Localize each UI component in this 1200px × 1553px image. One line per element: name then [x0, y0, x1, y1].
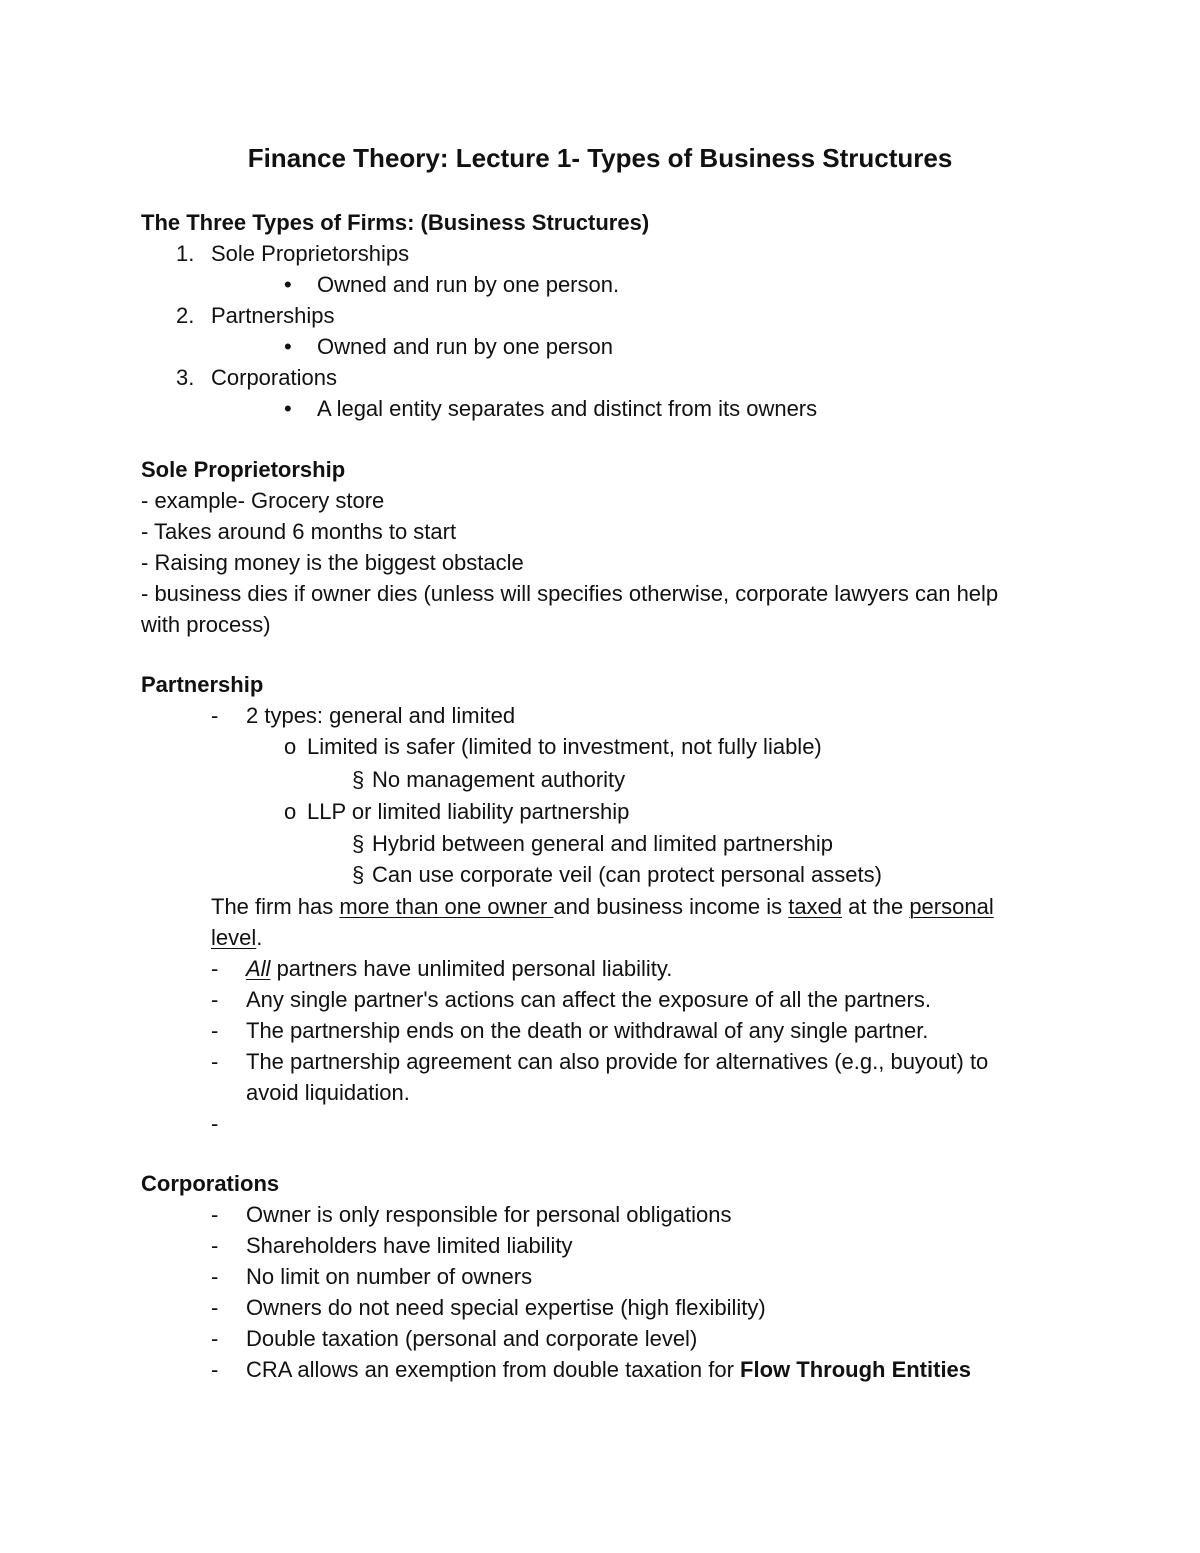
partnership-heading: Partnership [141, 672, 264, 697]
dash-marker: - [211, 1357, 219, 1382]
text-run: and business income is [553, 894, 789, 919]
partnership-bullet: Any single partner's actions can affect the exposure of all the partners. [246, 987, 931, 1012]
partnership-firm-line-cont [211, 922, 262, 953]
list-number: 3. [176, 365, 195, 390]
text-run: partners have unlimited personal liability. [270, 956, 673, 981]
section-marker: § [352, 767, 365, 792]
page-title: Finance Theory: Lecture 1- Types of Business Structures [247, 143, 953, 173]
sole-heading: Sole Proprietorship [141, 457, 346, 482]
list-item: Corporations [211, 365, 337, 390]
text-run: . [256, 925, 263, 950]
partnership-limited: Limited is safer (limited to investment, not fully liable) [307, 734, 822, 759]
dash-marker: - [211, 1049, 219, 1074]
list-number: 2. [176, 303, 195, 328]
list-item-detail: Owned and run by one person. [317, 272, 620, 297]
bullet-marker: • [284, 396, 292, 421]
dash-marker: - [211, 1111, 219, 1136]
list-item-detail: Owned and run by one person [317, 334, 613, 359]
partnership-bullet-cont: avoid liquidation. [246, 1080, 410, 1105]
dash-marker: - [211, 1295, 219, 1320]
sole-line: - business dies if owner dies (unless will specifies otherwise, corporate lawyers can help [141, 581, 999, 606]
partnership-bullet: The partnership ends on the death or withdrawal of any single partner. [246, 1018, 929, 1043]
text-run: CRA allows an exemption from double taxation for [246, 1357, 741, 1382]
list-item: Partnerships [211, 303, 335, 328]
bullet-marker: • [284, 272, 292, 297]
list-number: 1. [176, 241, 195, 266]
dash-marker: - [211, 1233, 219, 1258]
circle-marker: o [284, 799, 297, 824]
circle-marker: o [284, 734, 297, 759]
list-item-detail: A legal entity separates and distinct from its owners [317, 396, 818, 421]
sole-line: - example- Grocery store [141, 488, 385, 513]
dash-marker: - [211, 1264, 219, 1289]
partnership-types: 2 types: general and limited [246, 703, 516, 728]
section-marker: § [352, 862, 365, 887]
dash-marker: - [211, 956, 219, 981]
underlined-text: taxed [788, 894, 843, 919]
dash-marker: - [211, 1202, 219, 1227]
sole-line: with process) [141, 612, 271, 637]
partnership-llp-sub: Hybrid between general and limited partnership [372, 831, 834, 856]
partnership-llp: LLP or limited liability partnership [307, 799, 630, 824]
corporations-item: Owners do not need special expertise (high flexibility) [246, 1295, 766, 1320]
dash-marker: - [211, 987, 219, 1012]
corporations-item [246, 1354, 971, 1385]
section-marker: § [352, 831, 365, 856]
bold-text: Flow Through Entities [740, 1357, 972, 1382]
dash-marker: - [211, 703, 219, 728]
partnership-bullet: The partnership agreement can also provide for alternatives (e.g., buyout) to [246, 1049, 989, 1074]
underlined-text: level [211, 925, 257, 950]
corporations-heading: Corporations [141, 1171, 280, 1196]
list-item: Sole Proprietorships [211, 241, 410, 266]
corporations-item: No limit on number of owners [246, 1264, 533, 1289]
bullet-marker: • [284, 334, 292, 359]
dash-marker: - [211, 1018, 219, 1043]
corporations-item: Owner is only responsible for personal obligations [246, 1202, 732, 1227]
sole-line: - Takes around 6 months to start [141, 519, 457, 544]
partnership-firm-line [211, 891, 994, 922]
text-run: The firm has [211, 894, 340, 919]
partnership-llp-sub: Can use corporate veil (can protect personal assets) [372, 862, 882, 887]
underlined-text: personal [909, 894, 994, 919]
italic-underlined-text: All [246, 956, 271, 981]
partnership-bullet [246, 953, 672, 984]
corporations-item: Shareholders have limited liability [246, 1233, 573, 1258]
text-run: at the [842, 894, 910, 919]
partnership-limited-sub: No management authority [372, 767, 626, 792]
three-types-heading: The Three Types of Firms: (Business Structures) [141, 210, 650, 235]
dash-marker: - [211, 1326, 219, 1351]
corporations-item: Double taxation (personal and corporate level) [246, 1326, 698, 1351]
sole-line: - Raising money is the biggest obstacle [141, 550, 524, 575]
underlined-text: more than one owner [339, 894, 554, 919]
